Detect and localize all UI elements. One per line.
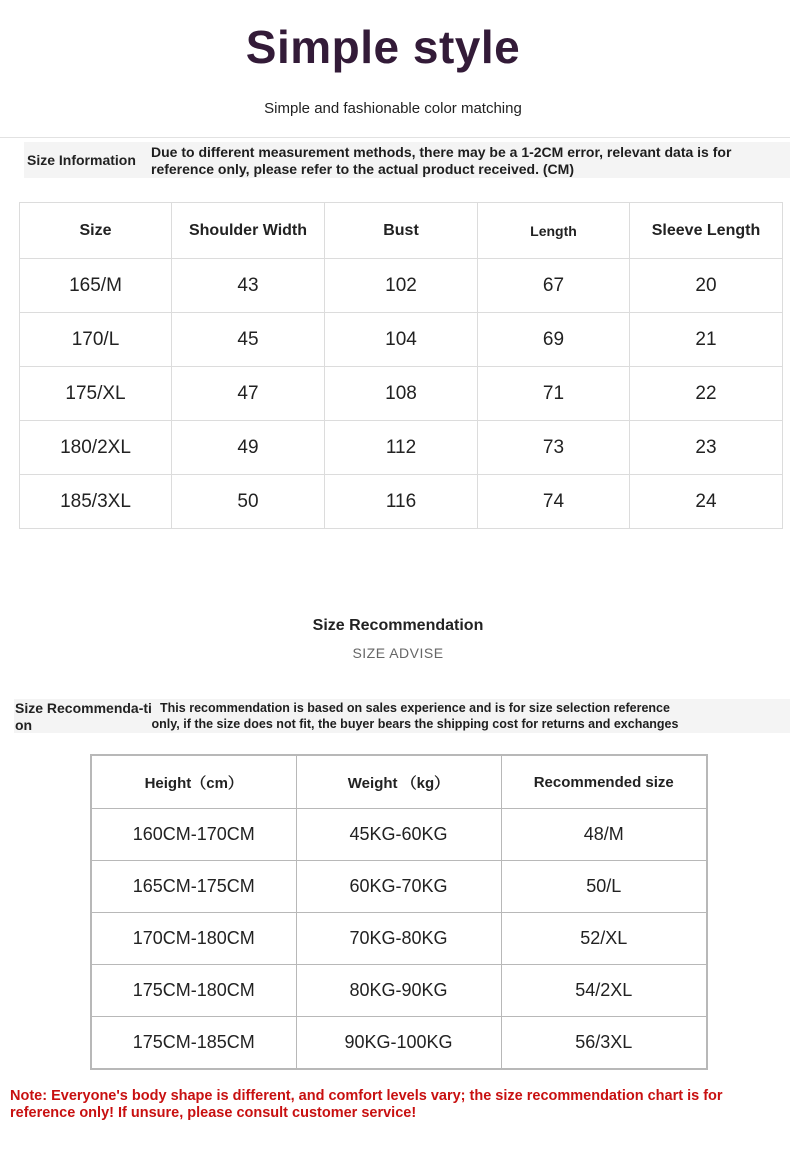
table-row (20, 421, 783, 475)
table-row (20, 313, 783, 367)
table-cell: 47 (172, 367, 325, 421)
table-cell: 43 (172, 259, 325, 313)
size-table (19, 202, 783, 529)
page-title: Simple style (245, 21, 521, 73)
page-subtitle: Simple and fashionable color matching (264, 100, 522, 117)
table-row (91, 809, 707, 861)
rec-table-header-row (91, 755, 707, 809)
size-info-label: Size Information (27, 152, 136, 168)
table-cell: 54/2XL (501, 965, 707, 1017)
table-cell: 74 (478, 475, 630, 529)
table-cell: 22 (630, 367, 783, 421)
size-table-header: Bust (325, 203, 478, 259)
size-table-header: Shoulder Width (172, 203, 325, 259)
size-table-header: Length (478, 203, 630, 259)
recommendation-title: Size Recommendation (312, 617, 484, 634)
table-cell: 112 (325, 421, 478, 475)
table-cell: 175/XL (20, 367, 172, 421)
table-cell: 170CM-180CM (91, 913, 296, 965)
table-cell: 45 (172, 313, 325, 367)
table-row (91, 965, 707, 1017)
rec-table-header: Height（cm） (91, 755, 296, 809)
table-cell: 50/L (501, 861, 707, 913)
table-cell: 80KG-90KG (296, 965, 501, 1017)
table-cell: 60KG-70KG (296, 861, 501, 913)
table-cell: 102 (325, 259, 478, 313)
recommendation-table (90, 754, 708, 1070)
table-cell: 90KG-100KG (296, 1017, 501, 1070)
table-cell: 175CM-185CM (91, 1017, 296, 1070)
table-cell: 50 (172, 475, 325, 529)
table-cell: 175CM-180CM (91, 965, 296, 1017)
size-info-text: Due to different measurement methods, there may be a 1-2CM error, relevant data is for reference only, please refer to the actual product received. (CM) (151, 144, 732, 177)
recommendation-text: This recommendation is based on sales experience and is for size selection reference only, if the size does not fit, the buyer bears the shipping cost for returns and exchanges (151, 701, 679, 731)
table-cell: 45KG-60KG (296, 809, 501, 861)
disclaimer-note: Note: Everyone's body shape is different, and comfort levels vary; the size recommendation chart is for reference only! If unsure, please consult customer service! (10, 1088, 723, 1121)
table-cell: 170/L (20, 313, 172, 367)
table-cell: 70KG-80KG (296, 913, 501, 965)
rec-table-header: Recommended size (501, 755, 707, 809)
table-cell: 108 (325, 367, 478, 421)
table-cell: 56/3XL (501, 1017, 707, 1070)
rec-table-header: Weight （kg） (296, 755, 501, 809)
table-cell: 71 (478, 367, 630, 421)
table-cell: 49 (172, 421, 325, 475)
size-table-header: Sleeve Length (630, 203, 783, 259)
table-row (91, 1017, 707, 1070)
table-cell: 24 (630, 475, 783, 529)
table-cell: 165/M (20, 259, 172, 313)
divider (0, 137, 790, 138)
table-cell: 21 (630, 313, 783, 367)
size-table-header-row (20, 203, 783, 259)
table-cell: 73 (478, 421, 630, 475)
table-cell: 48/M (501, 809, 707, 861)
table-row (20, 475, 783, 529)
table-cell: 23 (630, 421, 783, 475)
table-cell: 180/2XL (20, 421, 172, 475)
recommendation-label: Size Recommenda-tion (15, 700, 152, 733)
table-cell: 69 (478, 313, 630, 367)
table-cell: 52/XL (501, 913, 707, 965)
table-row (20, 259, 783, 313)
table-cell: 160CM-170CM (91, 809, 296, 861)
table-row (91, 861, 707, 913)
table-cell: 185/3XL (20, 475, 172, 529)
table-cell: 165CM-175CM (91, 861, 296, 913)
table-cell: 116 (325, 475, 478, 529)
table-row (20, 367, 783, 421)
table-cell: 67 (478, 259, 630, 313)
table-cell: 20 (630, 259, 783, 313)
table-cell: 104 (325, 313, 478, 367)
recommendation-subtitle: SIZE ADVISE (352, 645, 444, 661)
table-row (91, 913, 707, 965)
size-table-header: Size (20, 203, 172, 259)
